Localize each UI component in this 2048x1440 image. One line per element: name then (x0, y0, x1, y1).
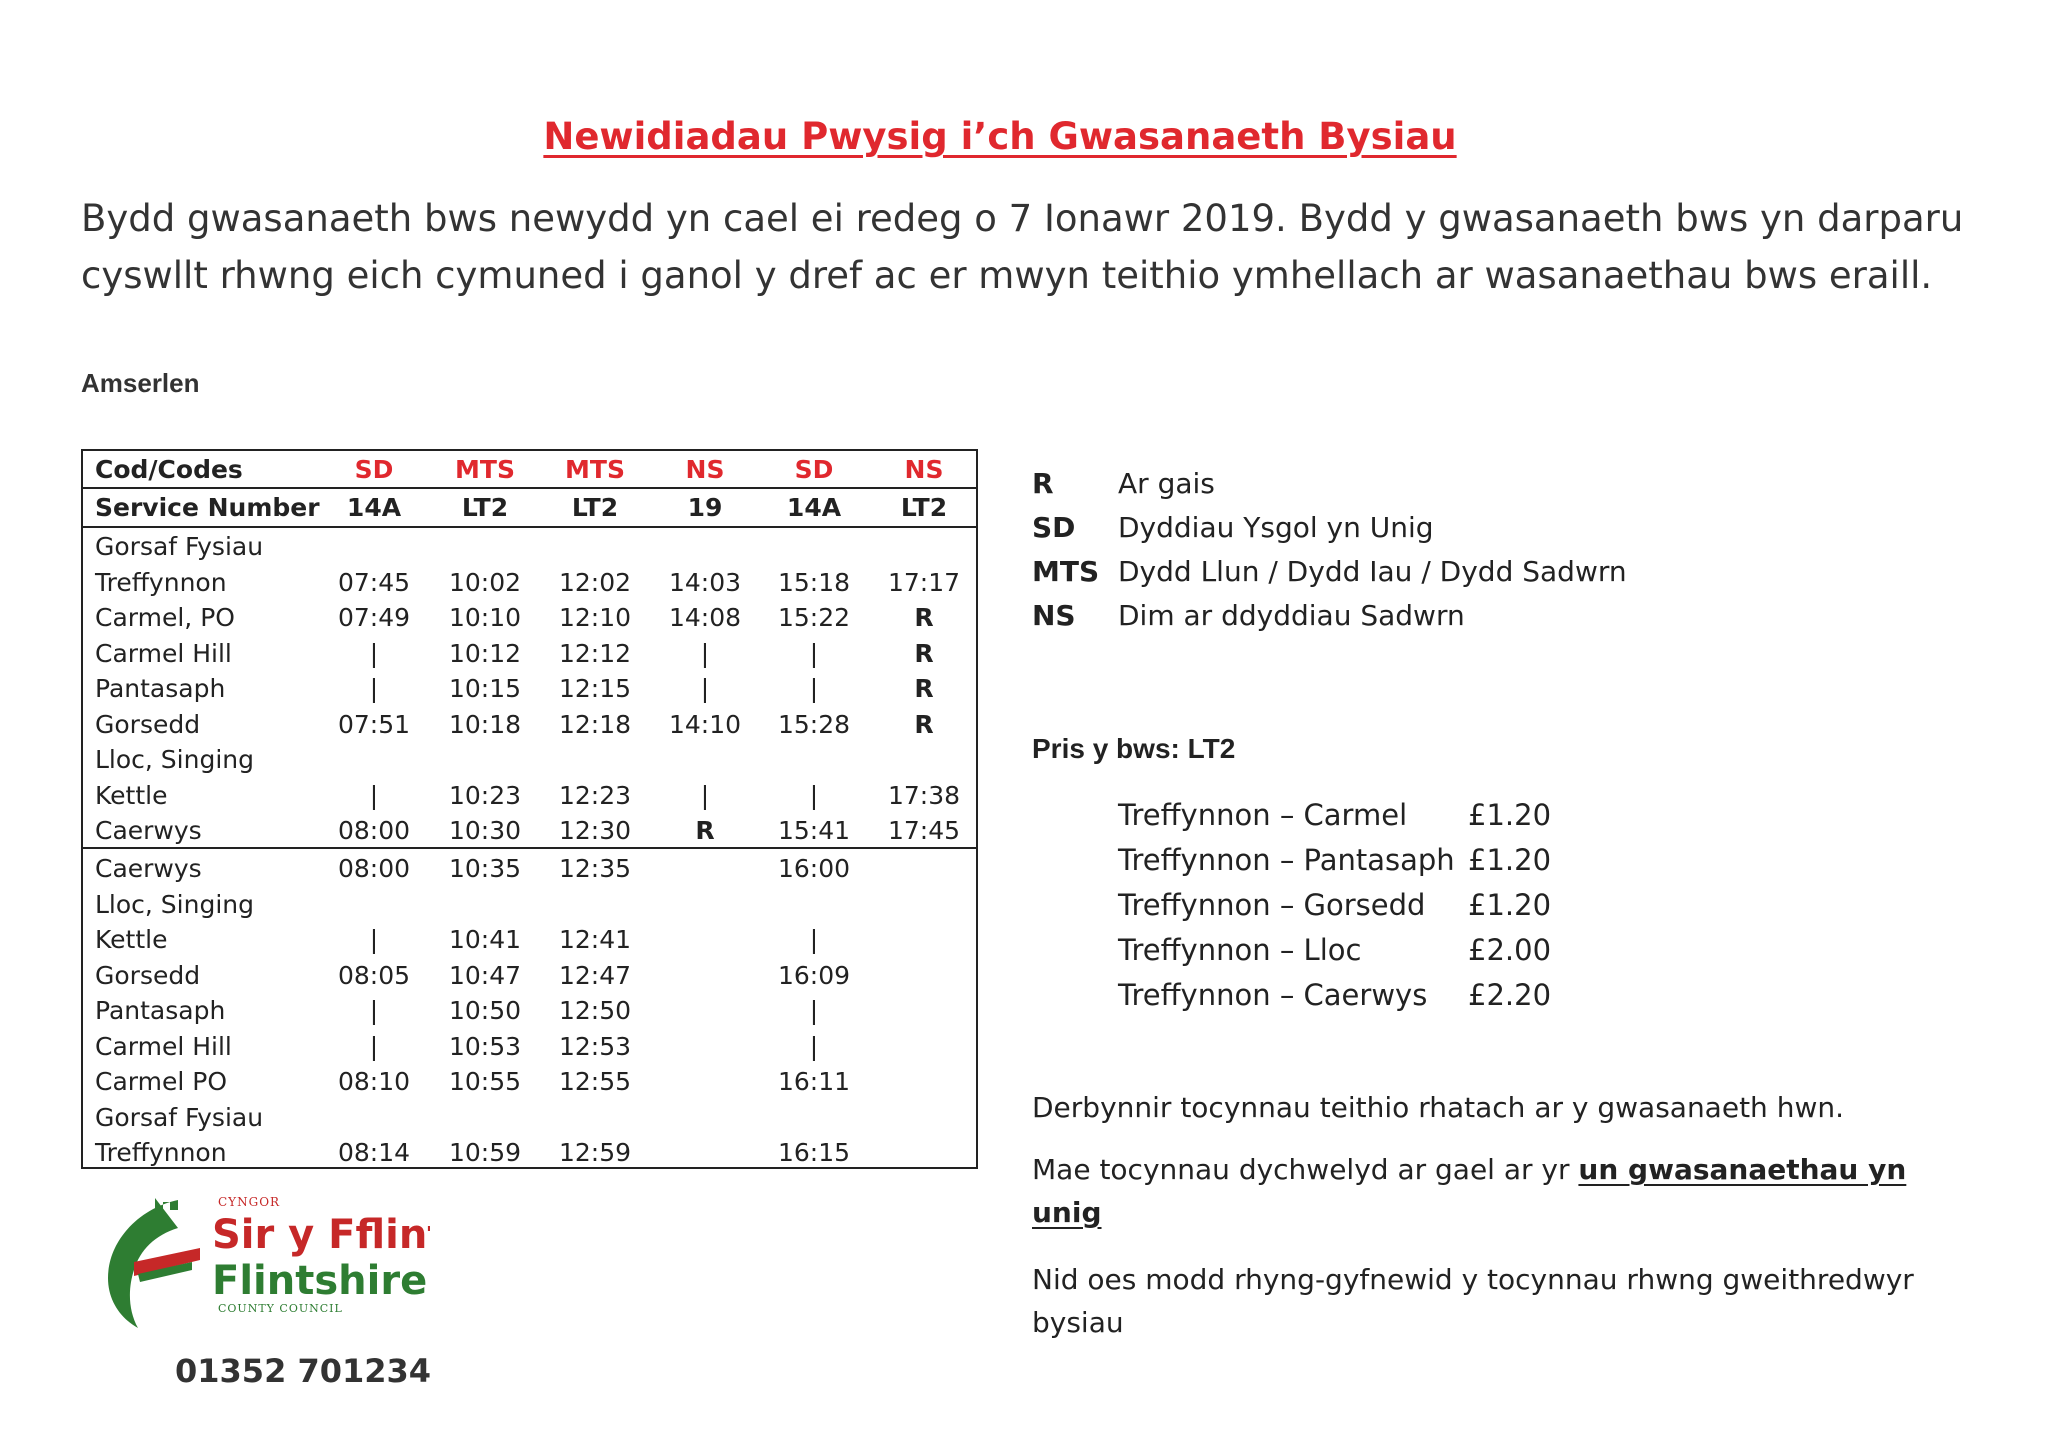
time-cell: | (809, 925, 819, 954)
time-cell: R (695, 816, 715, 845)
table-row (83, 1100, 976, 1136)
time-cell: 12:41 (558, 925, 632, 954)
time-cell: 08:00 (337, 854, 411, 883)
stop-name: Kettle (95, 780, 168, 810)
time-cell: 17:17 (887, 567, 961, 597)
service-cell: LT2 (571, 493, 619, 522)
time-cell: | (369, 780, 379, 810)
interchange-line-1: Nid oes modd rhyng-gyfnewid y tocynnau rhwng gweithredwyr (1032, 1263, 1914, 1296)
intro-line-2: cyswllt rhwng eich cymuned i ganol y dref ac er mwyn teithio ymhellach ar wasanaethau bws eraill. (81, 254, 1933, 297)
time-cell: 14:03 (668, 567, 742, 597)
concession-note: Derbynnir tocynnau teithio rhatach ar y gwasanaeth hwn. (1032, 1091, 1844, 1124)
intro-paragraph (81, 190, 1981, 304)
time-cell: | (809, 780, 819, 810)
code-cell: MTS (565, 455, 625, 484)
time-cell: 10:15 (448, 674, 522, 703)
time-cell: | (369, 638, 379, 668)
time-cell: 10:02 (448, 567, 522, 597)
time-cell: 10:23 (448, 780, 522, 810)
time-cell: | (369, 925, 379, 954)
return-note-emphasis: un gwasanaethau yn (1578, 1153, 1907, 1186)
stop-name: Gorsedd (95, 960, 201, 990)
time-cell: 15:28 (777, 709, 851, 739)
code-cell: NS (904, 455, 944, 484)
time-cell: 10:18 (448, 709, 522, 739)
legend-desc: Dim ar ddyddiau Sadwrn (1118, 599, 1465, 632)
legend-desc: Dyddiau Ysgol yn Unig (1118, 511, 1434, 544)
logo-small-bottom: COUNTY COUNCIL (218, 1302, 343, 1315)
time-cell: 08:00 (337, 816, 411, 845)
time-cell: 12:18 (558, 709, 632, 739)
time-cell: 07:49 (337, 603, 411, 632)
time-cell: 12:10 (558, 603, 632, 632)
time-cell: 07:45 (337, 567, 411, 597)
table-row (83, 958, 976, 994)
logo-welsh-name: Sir y Fflint (212, 1212, 430, 1258)
time-cell: 12:59 (558, 1138, 632, 1167)
time-cell: | (809, 1031, 819, 1061)
time-cell: 12:02 (558, 567, 632, 597)
logo-english-name: Flintshire (212, 1258, 428, 1304)
table-row (83, 922, 976, 958)
code-cell: SD (794, 455, 834, 484)
stop-name: Caerwys (95, 854, 202, 883)
time-cell: 10:35 (448, 854, 522, 883)
time-cell: 16:00 (777, 854, 851, 883)
legend-code: SD (1032, 511, 1076, 544)
fares-heading: Pris y bws: LT2 (1032, 733, 1236, 764)
interchange-note (1032, 1258, 1932, 1344)
time-cell: 15:18 (777, 567, 851, 597)
time-cell: | (700, 638, 710, 668)
table-row (83, 600, 976, 636)
time-cell: 14:10 (668, 709, 742, 739)
time-cell: 10:55 (448, 1067, 522, 1096)
stop-name: Gorsaf Fysiau (95, 532, 264, 561)
time-cell: | (700, 780, 710, 810)
time-cell: R (914, 603, 934, 632)
codes-row (83, 452, 976, 488)
stop-name: Treffynnon (95, 567, 227, 597)
time-cell: 16:11 (777, 1067, 851, 1096)
time-cell: 12:50 (558, 996, 632, 1025)
time-cell: 12:47 (558, 960, 632, 990)
time-cell: 10:41 (448, 925, 522, 954)
fare-route: Treffynnon – Carmel (1118, 798, 1408, 832)
time-cell: | (700, 674, 710, 703)
time-cell: R (914, 709, 934, 739)
stop-name: Carmel Hill (95, 1031, 232, 1061)
legend-code: R (1032, 467, 1054, 500)
table-row (83, 813, 976, 849)
table-row (83, 707, 976, 743)
time-cell: 17:38 (887, 780, 961, 810)
time-cell: 12:15 (558, 674, 632, 703)
time-cell: 12:53 (558, 1031, 632, 1061)
time-cell: | (809, 638, 819, 668)
table-row (83, 1135, 976, 1171)
time-cell: | (809, 996, 819, 1025)
table-row (83, 851, 976, 887)
time-cell: 08:14 (337, 1138, 411, 1167)
legend-code: MTS (1032, 555, 1100, 588)
service-cell: 14A (346, 493, 402, 522)
code-cell: MTS (455, 455, 515, 484)
time-cell: 15:41 (777, 816, 851, 845)
fare-route: Treffynnon – Caerwys (1118, 978, 1428, 1012)
fare-price: £2.20 (1468, 978, 1552, 1012)
service-cell: 19 (687, 493, 723, 522)
stop-name: Lloc, Singing (95, 889, 254, 919)
interchange-line-2: bysiau (1032, 1306, 1124, 1339)
time-cell: 12:35 (558, 854, 632, 883)
time-cell: 16:15 (777, 1138, 851, 1167)
stop-name: Lloc, Singing (95, 745, 254, 774)
stop-name: Pantasaph (95, 996, 226, 1025)
stop-name: Kettle (95, 925, 168, 954)
logo-small-top: CYNGOR (218, 1195, 281, 1209)
table-row (83, 1029, 976, 1065)
table-row (83, 565, 976, 601)
table-row (83, 529, 976, 565)
time-cell: 10:47 (448, 960, 522, 990)
legend-desc: Ar gais (1118, 467, 1215, 500)
service-cell: LT2 (900, 493, 948, 522)
time-cell: 14:08 (668, 603, 742, 632)
stop-name: Pantasaph (95, 674, 226, 703)
flintshire-emblem-icon (100, 1190, 430, 1330)
time-cell: | (809, 674, 819, 703)
time-cell: | (369, 674, 379, 703)
time-cell: 12:30 (558, 816, 632, 845)
time-cell: 10:12 (448, 638, 522, 668)
time-cell: 08:05 (337, 960, 411, 990)
time-cell: R (914, 674, 934, 703)
service-cell: 14A (786, 493, 842, 522)
time-cell: 10:30 (448, 816, 522, 845)
time-cell: 16:09 (777, 960, 851, 990)
time-cell: 12:23 (558, 780, 632, 810)
legend-code: NS (1032, 599, 1076, 632)
code-cell: NS (685, 455, 725, 484)
time-cell: R (914, 638, 934, 668)
time-cell: 08:10 (337, 1067, 411, 1096)
table-row (83, 887, 976, 923)
time-cell: 10:50 (448, 996, 522, 1025)
return-note-emphasis-2: unig (1032, 1196, 1102, 1229)
time-cell: | (369, 996, 379, 1025)
phone-number: 01352 701234 (175, 1352, 432, 1390)
header-bottom-divider (81, 526, 978, 528)
legend-desc: Dydd Llun / Dydd Iau / Dydd Sadwrn (1118, 555, 1627, 588)
time-cell: 10:59 (448, 1138, 522, 1167)
time-cell: 07:51 (337, 709, 411, 739)
timetable-heading: Amserlen (81, 368, 200, 398)
stop-name: Gorsaf Fysiau (95, 1102, 264, 1132)
stop-name: Carmel PO (95, 1067, 227, 1096)
time-cell: | (369, 1031, 379, 1061)
fare-price: £1.20 (1468, 798, 1552, 832)
time-cell: 12:12 (558, 638, 632, 668)
table-row (83, 742, 976, 778)
fare-price: £1.20 (1468, 843, 1552, 877)
code-cell: SD (354, 455, 394, 484)
table-row (83, 636, 976, 672)
table-row (83, 1064, 976, 1100)
stop-name: Carmel, PO (95, 603, 235, 632)
service-cell: LT2 (461, 493, 509, 522)
service-number-row (83, 490, 976, 526)
fare-price: £1.20 (1468, 888, 1552, 922)
council-logo (100, 1190, 430, 1330)
time-cell: 12:55 (558, 1067, 632, 1096)
time-cell: 10:10 (448, 603, 522, 632)
table-row (83, 993, 976, 1029)
stop-name: Carmel Hill (95, 638, 232, 668)
fare-route: Treffynnon – Lloc (1118, 933, 1362, 967)
intro-line-1: Bydd gwasanaeth bws newydd yn cael ei redeg o 7 Ionawr 2019. Bydd y gwasanaeth bws yn darparu (81, 197, 1964, 240)
time-cell: 15:22 (777, 603, 851, 632)
table-row (83, 778, 976, 814)
stop-name: Gorsedd (95, 709, 201, 739)
service-label: Service Number (95, 493, 320, 522)
time-cell: 10:53 (448, 1031, 522, 1061)
return-ticket-note (1032, 1148, 1932, 1234)
return-note-text: Mae tocynnau dychwelyd ar gael ar yr (1032, 1153, 1579, 1186)
fare-route: Treffynnon – Gorsedd (1118, 888, 1426, 922)
fare-route: Treffynnon – Pantasaph (1118, 843, 1455, 877)
codes-label: Cod/Codes (95, 455, 243, 484)
table-row (83, 671, 976, 707)
time-cell: 17:45 (887, 816, 961, 845)
stop-name: Treffynnon (95, 1138, 227, 1167)
fare-price: £2.00 (1468, 933, 1552, 967)
stop-name: Caerwys (95, 816, 202, 845)
page-title: Newidiadau Pwysig i’ch Gwasanaeth Bysiau (543, 115, 1457, 158)
